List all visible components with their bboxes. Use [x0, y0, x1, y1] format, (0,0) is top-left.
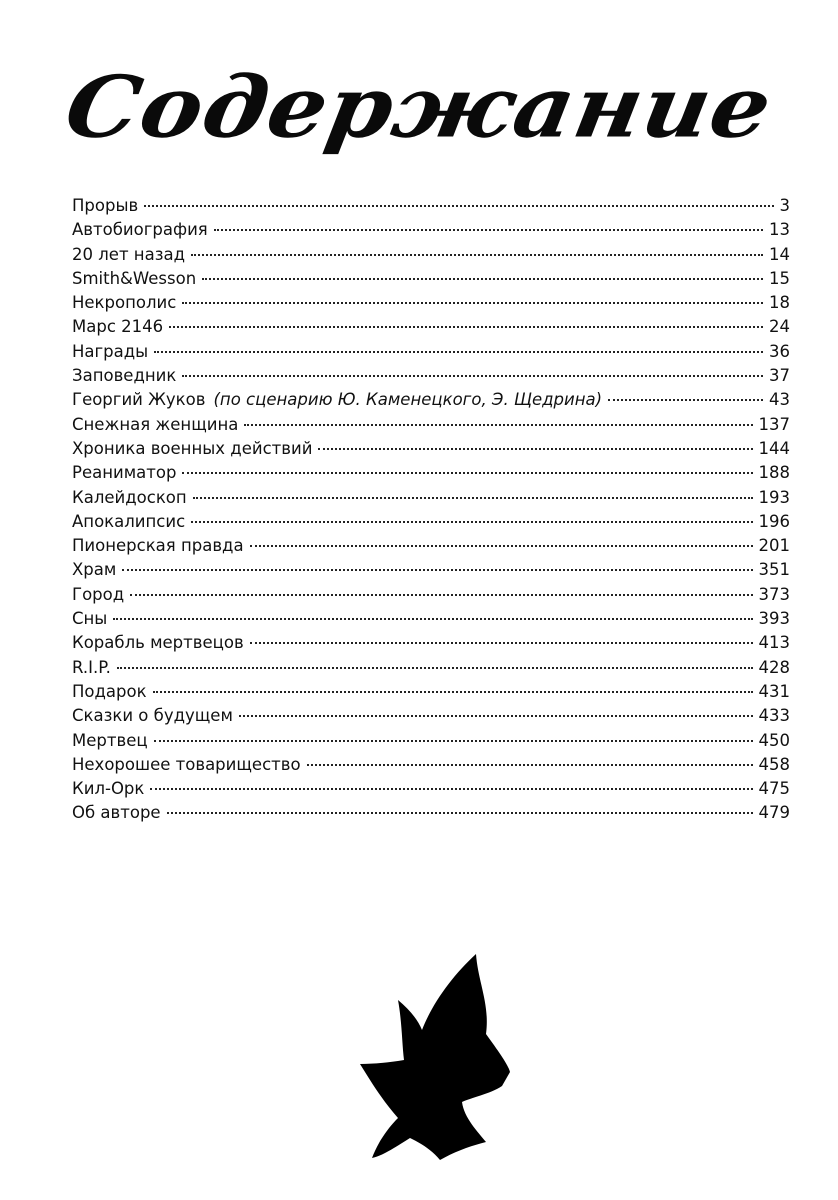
toc-entry-title: Smith&Wesson — [72, 268, 197, 288]
dot-leader — [202, 278, 763, 280]
toc-entry-title: Город — [72, 584, 125, 604]
toc-entry-title: Хроника военных действий — [72, 438, 313, 458]
dot-leader — [191, 521, 752, 523]
toc-entry[interactable] — [72, 243, 790, 267]
dot-leader — [122, 569, 752, 571]
toc-entry-title: Марс 2146 — [72, 317, 164, 337]
toc-entry[interactable] — [72, 558, 790, 582]
page-title: Содержание — [58, 57, 780, 157]
toc-entry-page: 13 — [769, 220, 790, 240]
toc-entry-title: Сны — [72, 609, 108, 629]
toc-entry-page: 3 — [779, 196, 790, 215]
toc-entry-page: 14 — [769, 244, 790, 264]
toc-entry-title: Сказки о будущем — [72, 706, 233, 726]
toc-entry-page: 475 — [758, 779, 790, 799]
dot-leader — [150, 788, 752, 790]
dot-leader — [167, 812, 753, 814]
toc-entry-title: Снежная женщина — [72, 414, 239, 434]
toc-entry-page: 193 — [758, 487, 790, 507]
toc-entry-title: Подарок — [72, 681, 147, 701]
toc-entry-title: Апокалипсис — [72, 511, 186, 531]
toc-entry-title: Заповедник — [72, 366, 177, 386]
dot-leader — [154, 740, 753, 742]
toc-entry-title: Корабль мертвецов — [72, 633, 244, 653]
dot-leader — [182, 375, 763, 377]
toc-entry[interactable] — [72, 315, 790, 339]
toc-entry-page: 144 — [758, 438, 790, 458]
toc-entry-title: Некрополис — [72, 293, 177, 313]
dot-leader — [214, 229, 763, 231]
toc-entry[interactable] — [72, 364, 790, 388]
dot-leader — [244, 424, 752, 426]
toc-entry[interactable] — [72, 486, 790, 510]
dot-leader — [144, 205, 773, 207]
toc-entry[interactable] — [72, 218, 790, 242]
toc-entry-page: 450 — [758, 730, 790, 750]
toc-entry[interactable] — [72, 461, 790, 485]
dot-leader — [154, 351, 763, 353]
dot-leader — [130, 594, 752, 596]
toc-entry-page: 43 — [769, 390, 790, 410]
toc-entry-title: Храм — [72, 560, 117, 580]
toc-entry[interactable] — [72, 801, 790, 825]
toc-entry[interactable] — [72, 534, 790, 558]
dot-leader — [239, 715, 753, 717]
toc-entry-page: 24 — [769, 317, 790, 337]
toc-entry[interactable] — [72, 510, 790, 534]
toc-entry[interactable] — [72, 631, 790, 655]
toc-entry-title: R.I.P. — [72, 657, 111, 677]
dot-leader — [250, 642, 753, 644]
toc-entry-title: Награды — [72, 341, 149, 361]
toc-entry[interactable] — [72, 777, 790, 801]
toc-entry-page: 18 — [769, 293, 790, 313]
toc-entry-page: 188 — [758, 463, 790, 483]
dot-leader — [153, 691, 753, 693]
toc-entry-title: Нехорошее товарищество — [72, 754, 301, 774]
toc-entry-page: 15 — [769, 268, 790, 288]
toc-entry-title: Калейдоскоп — [72, 487, 187, 507]
toc-entry-page: 458 — [758, 754, 790, 774]
toc-entry[interactable] — [72, 194, 790, 218]
toc-entry[interactable] — [72, 704, 790, 728]
toc-entry-page: 201 — [758, 536, 790, 556]
toc-entry-title: Пионерская правда — [72, 536, 244, 556]
toc-entry-title: Георгий Жуков — [72, 390, 206, 410]
toc-entry-title: Мертвец — [72, 730, 148, 750]
toc-entry-page: 36 — [769, 341, 790, 361]
dot-leader — [193, 497, 753, 499]
toc-entry[interactable] — [72, 680, 790, 704]
toc-entry-page: 373 — [758, 584, 790, 604]
toc-entry[interactable] — [72, 437, 790, 461]
toc-entry[interactable] — [72, 729, 790, 753]
toc-entry[interactable] — [72, 340, 790, 364]
toc-entry-note: (по сценарию Ю. Каменецкого, Э. Щедрина) — [213, 390, 603, 410]
dot-leader — [191, 254, 763, 256]
dot-leader — [169, 326, 763, 328]
dot-leader — [182, 472, 752, 474]
toc-entry-title: Об авторе — [72, 803, 161, 823]
toc-entry-page: 428 — [758, 657, 790, 677]
dot-leader — [318, 448, 752, 450]
toc-entry-title: Кил-Орк — [72, 779, 145, 799]
dot-leader — [113, 618, 752, 620]
toc-entry[interactable] — [72, 753, 790, 777]
toc-entry[interactable] — [72, 607, 790, 631]
toc-entry[interactable] — [72, 583, 790, 607]
toc-entry-page: 393 — [758, 609, 790, 629]
toc-entry-page: 413 — [758, 633, 790, 653]
toc-entry[interactable] — [72, 291, 790, 315]
toc-entry[interactable] — [72, 388, 790, 412]
flame-star-emblem-icon — [358, 952, 512, 1162]
toc-entry-title: Прорыв — [72, 196, 139, 215]
toc-entry[interactable] — [72, 267, 790, 291]
toc-entry-title: Реаниматор — [72, 463, 177, 483]
toc-entry-page: 196 — [758, 511, 790, 531]
toc-entry-page: 431 — [758, 681, 790, 701]
dot-leader — [307, 764, 753, 766]
emblem-shape — [360, 954, 510, 1160]
toc-entry-page: 351 — [758, 560, 790, 580]
toc-entry[interactable] — [72, 413, 790, 437]
toc-entry-page: 37 — [769, 366, 790, 386]
toc-entry[interactable] — [72, 656, 790, 680]
toc-entry-title: 20 лет назад — [72, 244, 185, 264]
toc-entry-page: 137 — [758, 414, 790, 434]
dot-leader — [182, 302, 763, 304]
dot-leader — [250, 545, 753, 547]
dot-leader — [117, 667, 753, 669]
table-of-contents — [72, 194, 790, 826]
toc-entry-title: Автобиография — [72, 220, 208, 240]
dot-leader — [608, 399, 763, 401]
toc-entry-page: 433 — [758, 706, 790, 726]
toc-entry-page: 479 — [758, 803, 790, 823]
